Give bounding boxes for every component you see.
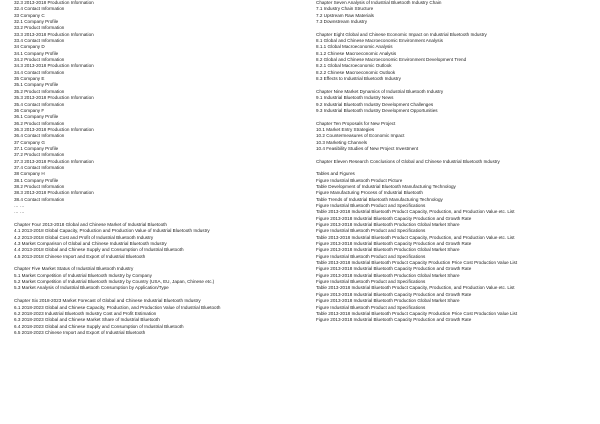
- toc-line: Figure 2013-2018 Industrial Bluetooth Capacity Production and Growth Rate: [316, 241, 472, 247]
- toc-line: 35.1 Company Profile: [14, 82, 59, 88]
- toc-line: 10.3 Marketing Channels: [316, 139, 368, 145]
- toc-line: Table 2013-2018 Industrial Bluetooth Product Capacity, Production, and Production Value etc. List: [316, 209, 515, 215]
- toc-line: Table 2013-2018 Industrial Bluetooth Product Capacity, Production, and Production Value etc. List: [316, 234, 515, 240]
- toc-line: 34.3 2013-2018 Production Information: [14, 63, 94, 69]
- toc-line: 37.1 Company Profile: [14, 145, 59, 151]
- toc-line: Table Development of Industrial Bluetooth Manufacturing Technology: [316, 183, 456, 189]
- toc-line: 34.1 Company Profile: [14, 50, 59, 56]
- toc-line: Table Trends of Industrial Bluetooth Manufacturing Technology: [316, 196, 443, 202]
- toc-line: 5.1 Market Competition of Industrial Bluetooth Industry by Company: [14, 272, 152, 278]
- toc-line: 37.2 Product Information: [14, 152, 65, 158]
- toc-line: 6.3 2018-2023 Global and Chinese Market Share of Industrial Bluetooth: [14, 317, 160, 323]
- toc-line: 8.3 Effects to Industrial Bluetooth Industry: [316, 76, 401, 82]
- toc-line: Chapter Eight Global and Chinese Economic Impact on Industrial Bluetooth Industry: [316, 31, 487, 37]
- toc-line: 38 Company H: [14, 171, 45, 177]
- toc-line: Figure 2013-2018 Industrial Bluetooth Production Global Market Share: [316, 247, 460, 253]
- toc-line: 38.3 2013-2018 Production Information: [14, 190, 94, 196]
- toc-line: 4.3 Market Comparison of Global and Chinese Industrial Bluetooth Industry: [14, 241, 167, 247]
- toc-line: 10.4 Feasibility Studies of New Project Investment: [316, 145, 419, 151]
- toc-line: 33.4 Contact Information: [14, 38, 65, 44]
- toc-line: 38.2 Product Information: [14, 183, 65, 189]
- toc-line: 4.1 2013-2018 Global Capacity, Production and Production Value of Industrial Bluetooth Industry: [14, 228, 210, 234]
- toc-line: 32.4 Contact Information: [14, 6, 65, 12]
- toc-line: 8.1 Global and Chinese Macroeconomic Environment Analysis: [316, 38, 443, 44]
- toc-line: 7.1 Industry Chain Structure: [316, 6, 374, 12]
- toc-line: Figure 2013-2018 Industrial Bluetooth Capacity Production and Growth Rate: [316, 215, 472, 221]
- toc-line: 36 Company F: [14, 107, 45, 113]
- toc-line: 38.4 Contact Information: [14, 196, 65, 202]
- toc-line: 35.3 2013-2018 Production Information: [14, 95, 94, 101]
- toc-line: 7.2 Upstream Raw Materials: [316, 12, 374, 18]
- toc-line: Figure 2013-2018 Industrial Bluetooth Capacity Production and Growth Rate: [316, 291, 472, 297]
- toc-line: 33.2 Product Information: [14, 25, 65, 31]
- toc-line: 8.2.2 Chinese Macroeconomic Outlook: [316, 69, 396, 75]
- toc-line: Figure Industrial Bluetooth Product and Specifications: [316, 253, 426, 259]
- toc-line: 9.2 Industrial Bluetooth Industry Development Challenges: [316, 101, 434, 107]
- toc-line: 35.2 Product Information: [14, 88, 65, 94]
- toc-line: Figure 2013-2018 Industrial Bluetooth Capacity Production and Growth Rate: [316, 266, 472, 272]
- toc-line: Chapter Nine Market Dynamics of Industrial Bluetooth Industry: [316, 88, 444, 94]
- toc-line: Tables and Figures: [316, 171, 355, 177]
- toc-line: 37.3 2013-2018 Production Information: [14, 158, 94, 164]
- toc-line: 34 Company D: [14, 44, 45, 50]
- toc-line: 36.3 2013-2018 Production Information: [14, 126, 94, 132]
- toc-line: … …: [14, 209, 25, 215]
- toc-line: 32.3 2013-2018 Production Information: [14, 0, 94, 5]
- toc-line: 35 Company E: [14, 76, 45, 82]
- toc-line: 5.3 Market Analysis of Industrial Bluetooth Consumption by Application/Type: [14, 285, 169, 291]
- toc-line: 37.4 Contact Information: [14, 164, 65, 170]
- toc-line: … …: [14, 203, 25, 208]
- toc-line: 6.5 2018-2023 Chinese Import and Export of Industrial Bluetooth: [14, 329, 146, 335]
- toc-line: Figure Industrial Bluetooth Product and Specifications: [316, 203, 426, 208]
- toc-line: Chapter Five Market Status of Industrial Bluetooth Industry: [14, 266, 134, 272]
- toc-line: 37 Company G: [14, 139, 45, 145]
- toc-line: 8.2 Global and Chinese Macroeconomic Environment Development Trend: [316, 57, 467, 63]
- toc-line: 7.3 Downstream Industry: [316, 19, 368, 25]
- toc-line: Figure 2013-2018 Industrial Bluetooth Production Global Market Share: [316, 298, 460, 304]
- toc-line: 9.3 Industrial Bluetooth Industry Development Opportunities: [316, 107, 438, 113]
- toc-line: 34.2 Product Information: [14, 57, 65, 63]
- toc-line: Chapter Four 2013-2018 Global and Chinese Market of Industrial Bluetooth: [14, 222, 167, 228]
- toc-line: Chapter Eleven Research Conclusions of Global and Chinese Industrial Bluetooth Industry: [316, 158, 500, 164]
- toc-line: Figure 2013-2018 Industrial Bluetooth Capacity Production and Growth Rate: [316, 317, 472, 323]
- toc-line: 34.4 Contact Information: [14, 69, 65, 75]
- toc-line: 8.2.1 Global Macroeconomic Outlook: [316, 63, 392, 69]
- toc-line: 33.3 2013-2018 Production Information: [14, 31, 94, 37]
- toc-line: Figure Industrial Bluetooth Product Picture: [316, 177, 403, 183]
- toc-line: 33 Company C: [14, 12, 45, 18]
- toc-line: Table 2013-2018 Industrial Bluetooth Product Capacity Production Price Cost Production Value List: [316, 260, 518, 266]
- toc-line: 35.4 Contact Information: [14, 101, 65, 107]
- toc-line: 36.1 Company Profile: [14, 114, 59, 120]
- toc-line: Figure Manufacturing Process of Industrial Bluetooth: [316, 190, 423, 196]
- toc-line: 6.4 2018-2023 Global and Chinese Supply and Consumption of Industrial Bluetooth: [14, 323, 184, 329]
- toc-line: 32.1 Company Profile: [14, 19, 59, 25]
- toc-line: Figure 2013-2018 Industrial Bluetooth Production Global Market Share: [316, 272, 460, 278]
- toc-line: 8.1.1 Global Macroeconomic Analysis: [316, 44, 393, 50]
- toc-line: Chapter Seven Analysis of Industrial Bluetooth Industry Chain: [316, 0, 442, 5]
- toc-line: Figure Industrial Bluetooth Product and Specifications: [316, 228, 426, 234]
- toc-line: 6.2 2018-2023 Industrial Bluetooth Industry Cost and Profit Estimation: [14, 310, 157, 316]
- toc-line: 38.1 Company Profile: [14, 177, 59, 183]
- toc-line: 4.4 2013-2018 Global and Chinese Supply and Consumption of Industrial Bluetooth: [14, 247, 184, 253]
- left-column: [14, 0, 304, 336]
- toc-line: Figure Industrial Bluetooth Product and Specifications: [316, 279, 426, 285]
- toc-line: 8.1.2 Chinese Macroeconomic Analysis: [316, 50, 397, 56]
- toc-line: 5.2 Market Competition of Industrial Bluetooth Industry by Country (USA, EU, Japan, Chinese etc.): [14, 279, 215, 285]
- toc-line: 36.2 Product Information: [14, 120, 65, 126]
- toc-line: Chapter Six 2018-2023 Market Forecast of Global and Chinese Industrial Bluetooth Industry: [14, 298, 201, 304]
- toc-line: 4.5 2013-2018 Chinese Import and Export of Industrial Bluetooth: [14, 253, 146, 259]
- toc-line: Figure 2013-2018 Industrial Bluetooth Production Global Market Share: [316, 222, 460, 228]
- toc-line: 10.1 Market Entry Strategies: [316, 126, 375, 132]
- toc-line: Table 2013-2018 Industrial Bluetooth Product Capacity Production Price Cost Production Value List: [316, 310, 518, 316]
- toc-line: Table 2013-2018 Industrial Bluetooth Product Capacity, Production, and Production Value etc. List: [316, 285, 515, 291]
- right-column: [316, 0, 598, 324]
- toc-line: Figure Industrial Bluetooth Product and Specifications: [316, 304, 426, 310]
- toc-line: Chapter Ten Proposals for New Project: [316, 120, 396, 126]
- toc-line: 10.2 Countermeasures of Economic Impact: [316, 133, 405, 139]
- toc-line: 6.1 2018-2023 Global and Chinese Capacity, Production, and Production Value of Industrial Bluetooth: [14, 304, 221, 310]
- toc-line: 4.2 2013-2018 Global Cost and Profit of Industrial Bluetooth Industry: [14, 234, 154, 240]
- toc-line: 9.1 Industrial Bluetooth Industry News: [316, 95, 394, 101]
- toc-line: 36.4 Contact Information: [14, 133, 65, 139]
